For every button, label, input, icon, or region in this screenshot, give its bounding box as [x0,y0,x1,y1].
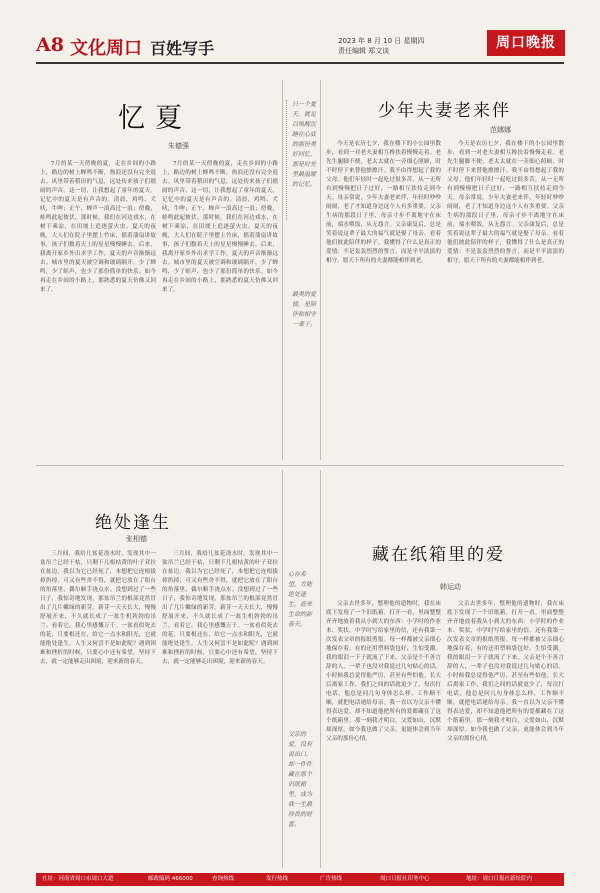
article-body-yixia [40,160,156,440]
article-title-shaonian: 少年夫妻老来伴 [378,101,511,121]
sidebar-quote-4: 父亲的爱，没有说出口，却一件件藏在那个旧纸箱里，成为我一生最珍贵的财富。 [288,731,313,828]
article-body-juechu [40,550,156,868]
section-subtitle: 百姓写手 [150,39,215,58]
section-code: A8 [36,34,64,56]
newspaper-logo: 周口晚报 [487,30,565,56]
sidebar-quote-3: 心存希望，方能绝处逢生，迎来生命的新春天。 [288,571,313,628]
section-name: 文化周口 [70,38,142,59]
footer-address: 社址：河南省周口市周口大道 [42,876,114,882]
editor-credit: 责任编辑 郑文谈 [338,47,390,55]
footer-postcode: 邮政编码 466000 [148,876,193,882]
article-body-shaonian-col2 [447,140,564,440]
footer-printer-address: 地址：周口日报社新址院内 [466,876,533,882]
article-text-yixia: 7月的某一天傍晚的夏，走在乡间的小路上，路边的树上蝉鸣不断，热浪还没有完全退去。风里带着稻田的气息，远处传来孩子们嬉闹的声音。这一切，让我想起了童年的夏天。记忆中的夏天是有声音的。清晨，鸡鸣、犬吠，牛哞；正午，蝉声一浪高过一浪；傍晚，蛙鸣此起彼伏。那时候，我们在河边戏水，在树下乘凉，在田埂上追逐萤火虫。夏天的夜晚，大人们在院子里摆上竹床，摇着蒲扇讲故事，孩子们数着天上的星星慢慢睡去。后来，我离开家乡外出求学工作，夏天的声音渐渐远去。城市里的夏天被空调和玻璃隔开，少了蝉鸣，少了蛙声，也少了那份简单的快乐。如今再走在乡间的小路上，那熟悉的夏天仿佛又回来了。 [40,161,156,293]
column-divider [320,80,321,460]
article-text-yixia-2: 7月的某一天傍晚的夏，走在乡间的小路上，路边的树上蝉鸣不断，热浪还没有完全退去。风里带着稻田的气息，远处传来孩子们嬉闹的声音。这一切，让我想起了童年的夏天。记忆中的夏天是有声音的。清晨，鸡鸣、犬吠，牛哞；正午，蝉声一浪高过一浪；傍晚，蛙鸣此起彼伏。那时候，我们在河边戏水，在树下乘凉，在田埂上追逐萤火虫。夏天的夜晚，大人们在院子里摆上竹床，摇着蒲扇讲故事，孩子们数着天上的星星慢慢睡去。后来，我离开家乡外出求学工作，夏天的声音渐渐远去。城市里的夏天被空调和玻璃隔开，少了蝉鸣，少了蛙声，也少了那份简单的快乐。如今再走在乡间的小路上，那熟悉的夏天仿佛又回来了。 [162,161,278,293]
article-body-yixia-col2 [162,160,278,440]
author-zhixiang: 韩运动 [440,583,461,591]
article-text-shaonian-2: 今天是农历七夕，我在楼下的小公园里散步，看到一对老夫妻相互搀扶着慢慢走着。老先生腿脚不便，老太太就在一旁细心照顾，时不时停下来替他擦擦汗。我不由得想起了我的父母。他们年轻时一起吃过很多苦，从一无所有到慢慢把日子过好，一路相互扶持走到今天。母亲常说，少年夫妻老来伴，年轻时吵吵闹闹，老了才知道身边这个人有多重要。父亲生病的那段日子里，母亲寸步不离地守在床前，端水喂饭，从无怨言。父亲康复后，总是笑着说这辈子最大的福气就是娶了母亲。看着他们彼此陪伴的样子，我懂得了什么是真正的爱情：不是轰轰烈烈的誓言，而是平平淡淡的相守。愿天下所有的夫妻都能相伴到老。 [447,141,564,264]
article-title-zhixiang: 藏在纸箱里的爱 [372,545,505,565]
author-shaonian: 范娜娜 [490,126,511,134]
issue-date: 2023 年 8 月 10 日 星期四 [338,37,425,45]
footer-distribution: 发行热线 [266,876,289,882]
article-text-zhixiang-2: 父亲去世多年，整理他的遗物时，我在床底下发现了一个旧纸箱。打开一看，里面整整齐齐地放着我从小到大的东西：小学时的作业本、奖状，中学时写给家里的信，还有我第一次发表文章的报纸剪报。每一样都被父亲细心地保存着，有的还用塑料袋包好，生怕受潮。我的眼泪一下子就流了下来。父亲是个不善言辞的人，一辈子也没对我说过几句贴心的话。小时候我总觉得他严厉，甚至有些怕他。长大后离家工作，我们之间的话就更少了，每次打电话，他总是问几句身体怎么样、工作顺不顺，就把电话递给母亲。我一直以为父亲不懂得表达爱，却不知道他把所有的爱都藏在了这个纸箱里。那一刻我才明白，父爱如山，沉默却深厚。如今我也做了父亲，更能体会到当年父亲的那份心情。 [447,601,564,742]
author-juechu: 张相德 [126,535,147,543]
article-title-yixia: 忆夏 [118,103,192,134]
article-body-zhixiang [326,600,441,868]
section-divider [36,465,564,466]
column-divider [320,470,321,868]
column-divider [282,470,283,868]
article-text-zhixiang: 父亲去世多年，整理他的遗物时，我在床底下发现了一个旧纸箱。打开一看，里面整整齐齐地放着我从小到大的东西：小学时的作业本、奖状，中学时写给家里的信，还有我第一次发表文章的报纸剪报。每一样都被父亲细心地保存着，有的还用塑料袋包好，生怕受潮。我的眼泪一下子就流了下来。父亲是个不善言辞的人，一辈子也没对我说过几句贴心的话。小时候我总觉得他严厉，甚至有些怕他。长大后离家工作，我们之间的话就更少了，每次打电话，他总是问几句身体怎么样、工作顺不顺，就把电话递给母亲。我一直以为父亲不懂得表达爱，却不知道他把所有的爱都藏在了这个纸箱里。那一刻我才明白，父爱如山，沉默却深厚。如今我也做了父亲，更能体会到当年父亲的那份心情。 [326,601,441,742]
footer-inquiry: 查询热线 [212,876,235,882]
article-text-juechu: 三月间，我给几盆花浇水时，发现其中一盆吊兰已经干枯，只剩下几根枯黄的叶子耷拉在盆边。我以为它已经死了，本想把它连根拔掉扔掉，可又有些舍不得，就把它放在了阳台的角落里，偶尔顺手浇点水。没想到过了一些日子，我惊奇地发现，那盆吊兰的根部竟然冒出了几片嫩绿的新芽。新芽一天天长大，慢慢舒展开来，不久就长成了一盆生机勃勃的吊兰。看着它，我心里感慨万千。一盆看似死去的花，只要根还在，给它一点水和阳光，它就能绝处逢生。人生又何尝不是如此呢？遇到困难和挫折的时候，只要心中还有希望，坚持下去，就一定能够走出困境，迎来新的春天。 [40,551,156,665]
author-yixia: 朱德强 [168,142,189,150]
footer-printer: 周口日报社印务中心 [380,876,430,882]
article-text-juechu-2: 三月间，我给几盆花浇水时，发现其中一盆吊兰已经干枯，只剩下几根枯黄的叶子耷拉在盆边。我以为它已经死了，本想把它连根拔掉扔掉，可又有些舍不得，就把它放在了阳台的角落里，偶尔顺手浇点水。没想到过了一些日子，我惊奇地发现，那盆吊兰的根部竟然冒出了几片嫩绿的新芽。新芽一天天长大，慢慢舒展开来，不久就长成了一盆生机勃勃的吊兰。看着它，我心里感慨万千。一盆看似死去的花，只要根还在，给它一点水和阳光，它就能绝处逢生。人生又何尝不是如此呢？遇到困难和挫折的时候，只要心中还有希望，坚持下去，就一定能够走出困境，迎来新的春天。 [162,551,278,665]
column-divider [282,80,283,460]
article-body-zhixiang-col2 [447,600,564,868]
sidebar-quote-2: 最美的爱情，是陪伴和相守一辈子。 [292,291,317,328]
article-body-juechu-col2 [162,550,278,868]
article-title-juechu: 绝处逢生 [95,513,171,533]
article-body-shaonian [326,140,441,440]
sidebar-quote-1: 只一个夏天，就足以唤醒沉睡在心底的那份美好回忆，那是时光里最温暖的记忆。 [292,101,317,188]
header-rule [36,62,564,64]
page-footer [36,873,564,886]
article-text-shaonian: 今天是农历七夕，我在楼下的小公园里散步，看到一对老夫妻相互搀扶着慢慢走着。老先生腿脚不便，老太太就在一旁细心照顾，时不时停下来替他擦擦汗。我不由得想起了我的父母。他们年轻时一起吃过很多苦，从一无所有到慢慢把日子过好，一路相互扶持走到今天。母亲常说，少年夫妻老来伴，年轻时吵吵闹闹，老了才知道身边这个人有多重要。父亲生病的那段日子里，母亲寸步不离地守在床前，端水喂饭，从无怨言。父亲康复后，总是笑着说这辈子最大的福气就是娶了母亲。看着他们彼此陪伴的样子，我懂得了什么是真正的爱情：不是轰轰烈烈的誓言，而是平平淡淡的相守。愿天下所有的夫妻都能相伴到老。 [326,141,441,264]
page-header [0,0,600,59]
footer-ads: 广告热线 [320,876,343,882]
